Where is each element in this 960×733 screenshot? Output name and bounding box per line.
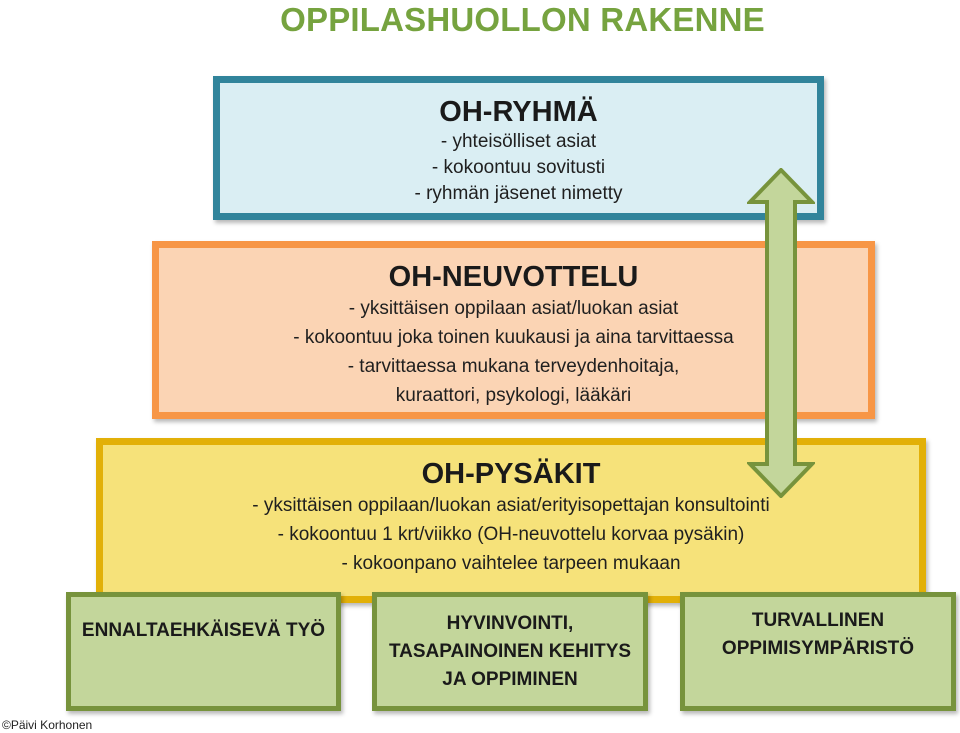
level-line: - kokoonpano vaihtelee tarpeen mukaan (341, 553, 681, 574)
foundation-turvallinen (680, 592, 956, 711)
diagram-title: OPPILASHUOLLON RAKENNE (280, 1, 765, 38)
level-line: - kokoontuu joka toinen kuukausi ja aina tarvittaessa (293, 327, 734, 348)
level-line: - ryhmän jäsenet nimetty (414, 183, 623, 204)
level-line: - yhteisölliset asiat (440, 131, 597, 152)
foundation-hyvinvointi (372, 592, 648, 711)
level-heading: OH-NEUVOTTELU (388, 261, 639, 293)
level-line: - kokoontuu sovitusti (431, 157, 606, 178)
double-arrow-shape (750, 170, 812, 496)
level-line: - kokoontuu 1 krt/viikko (OH-neuvottelu korvaa pysäkin) (277, 524, 745, 545)
level-line: kuraattori, psykologi, lääkäri (395, 385, 632, 406)
foundation-line: HYVINVOINTI, (446, 612, 574, 634)
level-line: - tarvittaessa mukana terveydenhoitaja, (347, 356, 680, 377)
foundation-line: OPPIMISYMPÄRISTÖ (721, 637, 915, 659)
level-line: - yksittäisen oppilaan asiat/luokan asiat (348, 298, 679, 319)
foundation-line: ENNALTAEHKÄISEVÄ TYÖ (81, 619, 326, 641)
copyright-text: ©Päivi Korhonen (2, 718, 93, 732)
level-line: - yksittäisen oppilaan/luokan asiat/erityisopettajan konsultointi (252, 495, 770, 516)
foundation-line: TASAPAINOINEN KEHITYS (388, 640, 632, 662)
double-arrow-icon (747, 168, 815, 498)
level-heading: OH-RYHMÄ (439, 96, 598, 128)
foundation-ennaltaehkaiseva (66, 592, 341, 711)
level-heading: OH-PYSÄKIT (421, 458, 601, 490)
foundation-line: JA OPPIMINEN (442, 668, 578, 690)
level-oh-ryhma (213, 76, 824, 220)
foundation-line: TURVALLINEN (751, 609, 885, 631)
